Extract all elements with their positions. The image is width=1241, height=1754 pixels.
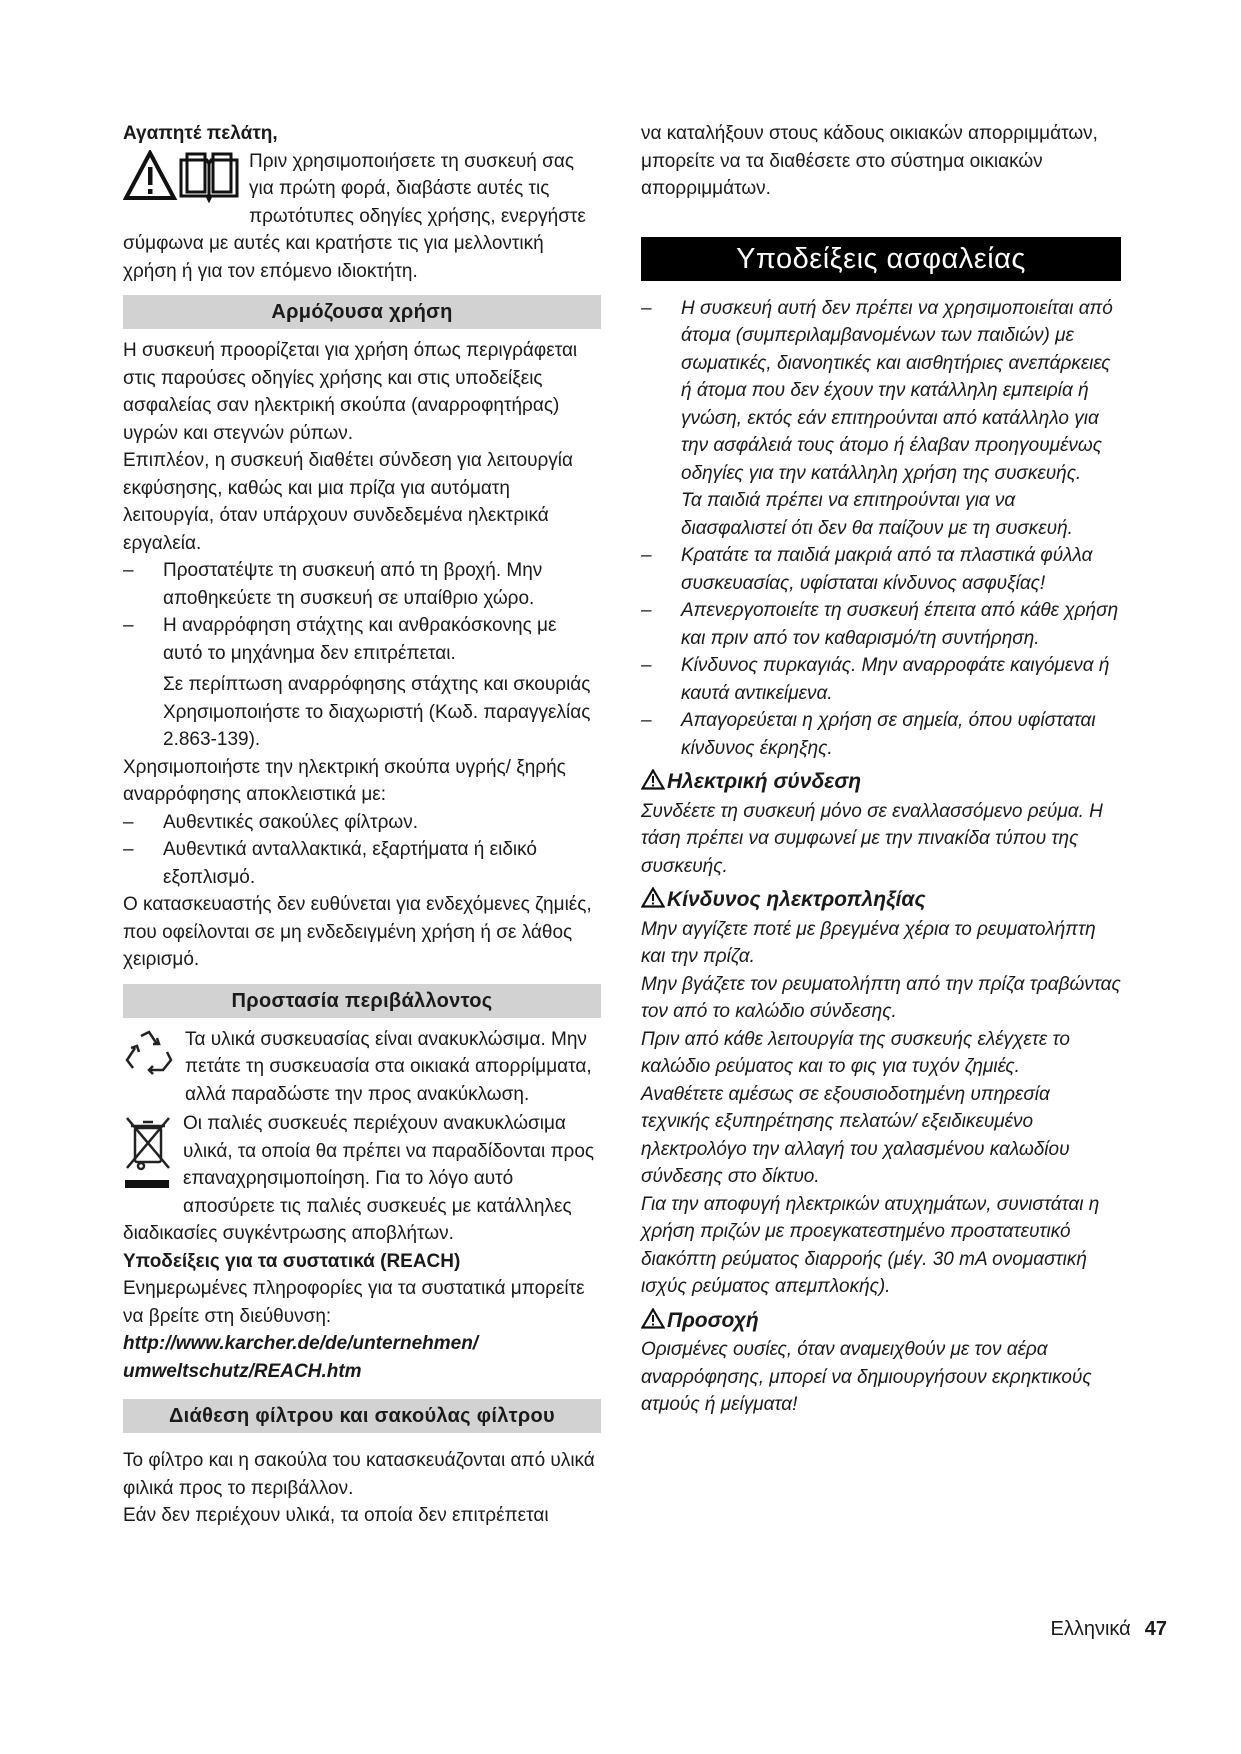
page-footer xyxy=(1051,1618,1167,1641)
right-column xyxy=(641,120,1121,1419)
safety-item-5: – Απαγορεύεται η χρήση σε σημεία, όπου υφίσταται κίνδυνος έκρηξης. xyxy=(641,707,1121,762)
safety-item-2: – Κρατάτε τα παιδιά μακριά από τα πλαστικά φύλλα συσκευασίας, υφίσταται κίνδυνος ασφυξίας! xyxy=(641,542,1121,597)
safety-item-4: – Κίνδυνος πυρκαγιάς. Μην αναρροφάτε καιγόμενα ή καυτά αντικείμενα. xyxy=(641,652,1121,707)
shock-p1: Μην αγγίζετε ποτέ με βρεγμένα χέρια το ρευματολήπτη και την πρίζα. xyxy=(641,918,1096,967)
electric-connection-title-text: Ηλεκτρική σύνδεση xyxy=(667,770,862,793)
proper-use-heading: Αρμόζουσα χρήση xyxy=(123,295,601,329)
crossed-bin-icon xyxy=(123,1114,173,1199)
caution-title-text: Προσοχή xyxy=(667,1308,759,1332)
proper-use-p3: Χρησιμοποιήστε την ηλεκτρική σκούπα υγρής/ ξηρής αναρρόφησης αποκλειστικά με: xyxy=(123,756,566,805)
proper-use-item-4: – Αυθεντικά ανταλλακτικά, εξαρτήματα ή ειδικό εξοπλισμό. xyxy=(123,836,601,891)
proper-use-item-1: – Προστατέψτε τη συσκευή από τη βροχή. Μην αποθηκεύετε τη συσκευή σε υπαίθριο χώρο. xyxy=(123,557,601,612)
reach-text: Ενημερωμένες πληροφορίες για τα συστατικά μπορείτε να βρείτε στη διεύθυνση: xyxy=(123,1278,585,1327)
greeting: Αγαπητέ πελάτη, xyxy=(123,123,278,144)
weee-block xyxy=(123,1110,601,1248)
reach-url[interactable]: http://www.karcher.de/de/unternehmen/ umweltschutz/REACH.htm xyxy=(123,1333,479,1382)
electric-connection-text: Συνδέετε τη συσκευή μόνο σε εναλλασσόμενο ρεύμα. Η τάση πρέπει να συμφωνεί με την πινακίδα τύπου της συσκευής. xyxy=(641,800,1103,877)
intro-text: Πριν χρησιμοποιήσετε τη συσκευή σας για πρώτη φορά, διαβάστε αυτές τις πρωτότυπες οδηγίες χρήσης, ενεργήστε σύμφωνα με αυτές και κρατήστε τις για μελλοντική χρήση ή για τον επόμενο ιδιοκτήτη. xyxy=(123,150,586,282)
shock-title-text: Κίνδυνος ηλεκτροπληξίας xyxy=(667,888,926,911)
safety-item-1-sub: Τα παιδιά πρέπει να επιτηρούνται για να διασφαλιστεί ότι δεν θα παίζουν με τη συσκευή. xyxy=(681,490,1073,539)
reach-title: Υποδείξεις για τα συστατικά (REACH) xyxy=(123,1250,461,1272)
proper-use-item-3: – Αυθεντικές σακούλες φίλτρων. xyxy=(123,809,601,837)
electric-connection-title xyxy=(641,768,1121,798)
disposal-continued: να καταλήξουν στους κάδους οικιακών απορριμμάτων, μπορείτε να τα διαθέσετε στο σύστημα οικιακών απορριμμάτων. xyxy=(641,123,1098,199)
safety-heading: Υποδείξεις ασφαλείας xyxy=(641,237,1121,281)
disposal-p1: Το φίλτρο και η σακούλα του κατασκευάζονται από υλικά φιλικά προς το περιβάλλον. xyxy=(123,1450,595,1499)
disposal-heading: Διάθεση φίλτρου και σακούλας φίλτρου xyxy=(123,1399,601,1433)
safety-item-3: – Απενεργοποιείτε τη συσκευή έπειτα από κάθε χρήση και πριν από τον καθαρισμό/τη συντήρηση. xyxy=(641,597,1121,652)
recycling-block xyxy=(123,1026,601,1109)
warning-icon xyxy=(641,1308,665,1337)
environment-heading: Προστασία περιβάλλοντος xyxy=(123,984,601,1018)
intro-block xyxy=(123,148,601,286)
disposal-p2: Εάν δεν περιέχουν υλικά, τα οποία δεν επιτρέπεται xyxy=(123,1505,549,1526)
safety-item-1: – Η συσκευή αυτή δεν πρέπει να χρησιμοποιείται από άτομα (συμπεριλαμβανομένων των παιδιών) με σωματικές, διανοητικές και αισθητήριες ανεπάρκειες ή άτομα που δεν έχουν την κατάλληλη εμπειρία ή γνώση, εκτός εάν επιτηρούνται από κατάλληλο για την ασφάλειά τους άτομο ή έλαβαν προηγουμένως οδηγίες για την κατάλληλη χρήση της συσκευής. xyxy=(641,295,1121,488)
page-number: 47 xyxy=(1144,1618,1167,1640)
caution-title xyxy=(641,1307,1121,1337)
proper-use-p1: Η συσκευή προορίζεται για χρήση όπως περιγράφεται στις παρούσες οδηγίες χρήσης και στις υποδείξεις ασφαλείας σαν ηλεκτρική σκούπα (αναρροφητήρας) υγρών και στεγνών ρύπων. xyxy=(123,340,578,444)
shock-p3: Πριν από κάθε λειτουργία της συσκευής ελέγχετε το καλώδιο ρεύματος και το φις για τυχόν ζημιές. xyxy=(641,1028,1070,1077)
proper-use-p2: Επιπλέον, η συσκευή διαθέτει σύνδεση για λειτουργία εκφύσησης, καθώς και μια πρίζα για αυτόματη λειτουργία, όταν υπάρχουν συνδεδεμένα ηλεκτρικά εργαλεία. xyxy=(123,450,574,554)
recycling-text: Τα υλικά συσκευασίας είναι ανακυκλώσιμα. Μην πετάτε τη συσκευασία στα οικιακά απορρίμματα, αλλά παραδώστε την προς ανακύκλωση. xyxy=(185,1028,592,1105)
proper-use-item-2: – Η αναρρόφηση στάχτης και ανθρακόσκονης με αυτό το μηχάνημα δεν επιτρέπεται. xyxy=(123,612,601,667)
warning-icon xyxy=(641,769,665,798)
warning-icon xyxy=(641,887,665,916)
weee-text: Οι παλιές συσκευές περιέχουν ανακυκλώσιμα υλικά, τα οποία θα πρέπει να παραδίδονται προς επαναχρησιμοποίηση. Για το λόγο αυτό αποσύρετε τις παλιές συσκευές με κατάλληλες διαδικασίες συγκέντρωσης αποβλήτων. xyxy=(123,1113,595,1244)
caution-text: Ορισμένες ουσίες, όταν αναμειχθούν με τον αέρα αναρρόφησης, μπορεί να δημιουργήσουν εκρηκτικούς ατμούς ή μείγματα! xyxy=(641,1339,1092,1415)
shock-title xyxy=(641,886,1121,916)
proper-use-p4: Ο κατασκευαστής δεν ευθύνεται για ενδεχόμενες ζημιές, που οφείλονται σε μη ενδεδειγμένη χρήση ή σε λάθος χειρισμό. xyxy=(123,894,592,970)
left-column xyxy=(123,120,601,1530)
footer-language: Ελληνικά xyxy=(1050,1618,1131,1640)
proper-use-item-2-sub: Σε περίπτωση αναρρόφησης στάχτης και σκουριάς Χρησιμοποιήστε το διαχωριστή (Κωδ. παραγγελίας 2.863-139). xyxy=(163,674,591,750)
shock-p4: Αναθέτετε αμέσως σε εξουσιοδοτημένη υπηρεσία τεχνικής εξυπηρέτησης πελατών/ εξειδικευμένο ηλεκτρολόγο την αλλαγή του χαλασμένου καλωδίου σύνδεσης στο δίκτυο. xyxy=(641,1083,1070,1187)
recycling-icon xyxy=(123,1030,175,1085)
shock-p5: Για την αποφυγή ηλεκτρικών ατυχημάτων, συνιστάται η χρήση πριζών με προεγκατεστημένο προστατευτικό διακόπτη ρεύματος διαρροής (μέγ. 30 mA ονομαστική ισχύς ρεύματος απεμπλοκής). xyxy=(641,1193,1100,1297)
warning-manual-icon xyxy=(123,150,241,204)
shock-p2: Μην βγάζετε τον ρευματολήπτη από την πρίζα τραβώντας τον από το καλώδιο σύνδεσης. xyxy=(641,973,1121,1022)
